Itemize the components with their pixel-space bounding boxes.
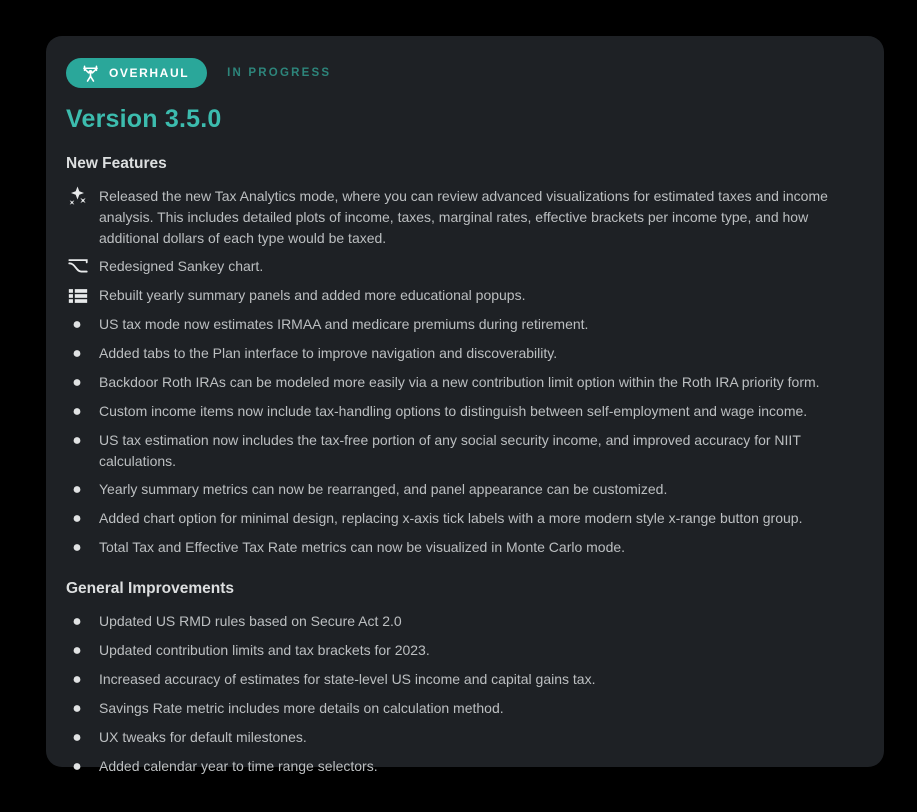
section-item-list — [66, 186, 864, 559]
version-title: Version 3.5.0 — [66, 105, 222, 133]
list-item-text: Added tabs to the Plan interface to improve navigation and discoverability. — [99, 345, 558, 361]
list-item-text: UX tweaks for default milestones. — [99, 729, 307, 745]
list-item — [66, 479, 864, 501]
list-item — [66, 314, 864, 336]
list-item-text: Added calendar year to time range selectors. — [99, 758, 378, 774]
section-heading: General Improvements — [66, 580, 234, 597]
sankey-icon — [66, 256, 89, 278]
sparkles-icon — [66, 186, 89, 208]
list-item — [66, 186, 864, 249]
list-item — [66, 537, 864, 559]
list-item-text: Added chart option for minimal design, replacing x-axis tick labels with a more modern style x-range button group. — [99, 510, 803, 526]
bullet-dot — [66, 430, 89, 452]
bullet-dot — [66, 508, 89, 530]
bullet-dot — [66, 756, 89, 778]
bullet-dot — [66, 669, 89, 691]
changelog-section — [66, 580, 864, 778]
bullet-dot — [66, 640, 89, 662]
section-heading: New Features — [66, 155, 167, 172]
list-item — [66, 669, 864, 691]
list-item — [66, 256, 864, 278]
list-item — [66, 727, 864, 749]
list-item-text: US tax mode now estimates IRMAA and medicare premiums during retirement. — [99, 316, 589, 332]
list-item — [66, 343, 864, 365]
bullet-dot — [66, 372, 89, 394]
bullet-dot — [66, 343, 89, 365]
list-item-text: Total Tax and Effective Tax Rate metrics can now be visualized in Monte Carlo mode. — [99, 539, 626, 555]
list-item-text: Increased accuracy of estimates for state-level US income and capital gains tax. — [99, 671, 596, 687]
table-icon — [66, 285, 89, 307]
list-item — [66, 508, 864, 530]
list-item-text: Released the new Tax Analytics mode, where you can review advanced visualizations for estimated taxes and income analysis. This includes detailed plots of income, taxes, marginal rates, effective brackets per income type, and how additional dollars of each type would be taxed. — [99, 188, 828, 246]
bullet-dot — [66, 401, 89, 423]
list-item — [66, 372, 864, 394]
section-item-list — [66, 611, 864, 778]
list-item — [66, 401, 864, 423]
list-item-text: Rebuilt yearly summary panels and added more educational popups. — [99, 287, 526, 303]
list-item-text: Backdoor Roth IRAs can be modeled more easily via a new contribution limit option within the Roth IRA priority form. — [99, 374, 820, 390]
bullet-dot — [66, 698, 89, 720]
bullet-dot — [66, 611, 89, 633]
list-item — [66, 285, 864, 307]
list-item-text: Savings Rate metric includes more details on calculation method. — [99, 700, 504, 716]
list-item — [66, 611, 864, 633]
list-item-text: Redesigned Sankey chart. — [99, 258, 264, 274]
bullet-dot — [66, 727, 89, 749]
status-label: IN PROGRESS — [227, 67, 332, 79]
badge-label: OVERHAUL — [109, 66, 190, 80]
changelog-card — [46, 36, 884, 774]
changelog-section — [66, 155, 864, 559]
list-item — [66, 640, 864, 662]
weightlifter-icon — [80, 63, 101, 84]
list-item — [66, 430, 864, 472]
list-item-text: Updated US RMD rules based on Secure Act 2.0 — [99, 613, 402, 629]
list-item-text: US tax estimation now includes the tax-free portion of any social security income, and improved accuracy for NIIT calculations. — [99, 432, 801, 469]
overhaul-badge — [66, 58, 207, 88]
bullet-dot — [66, 314, 89, 336]
changelog-header — [66, 58, 864, 88]
list-item-text: Updated contribution limits and tax brackets for 2023. — [99, 642, 430, 658]
list-item — [66, 756, 864, 778]
list-item-text: Custom income items now include tax-handling options to distinguish between self-employment and wage income. — [99, 403, 808, 419]
bullet-dot — [66, 479, 89, 501]
bullet-dot — [66, 537, 89, 559]
list-item — [66, 698, 864, 720]
list-item-text: Yearly summary metrics can now be rearranged, and panel appearance can be customized. — [99, 481, 668, 497]
changelog-sections — [66, 155, 864, 778]
